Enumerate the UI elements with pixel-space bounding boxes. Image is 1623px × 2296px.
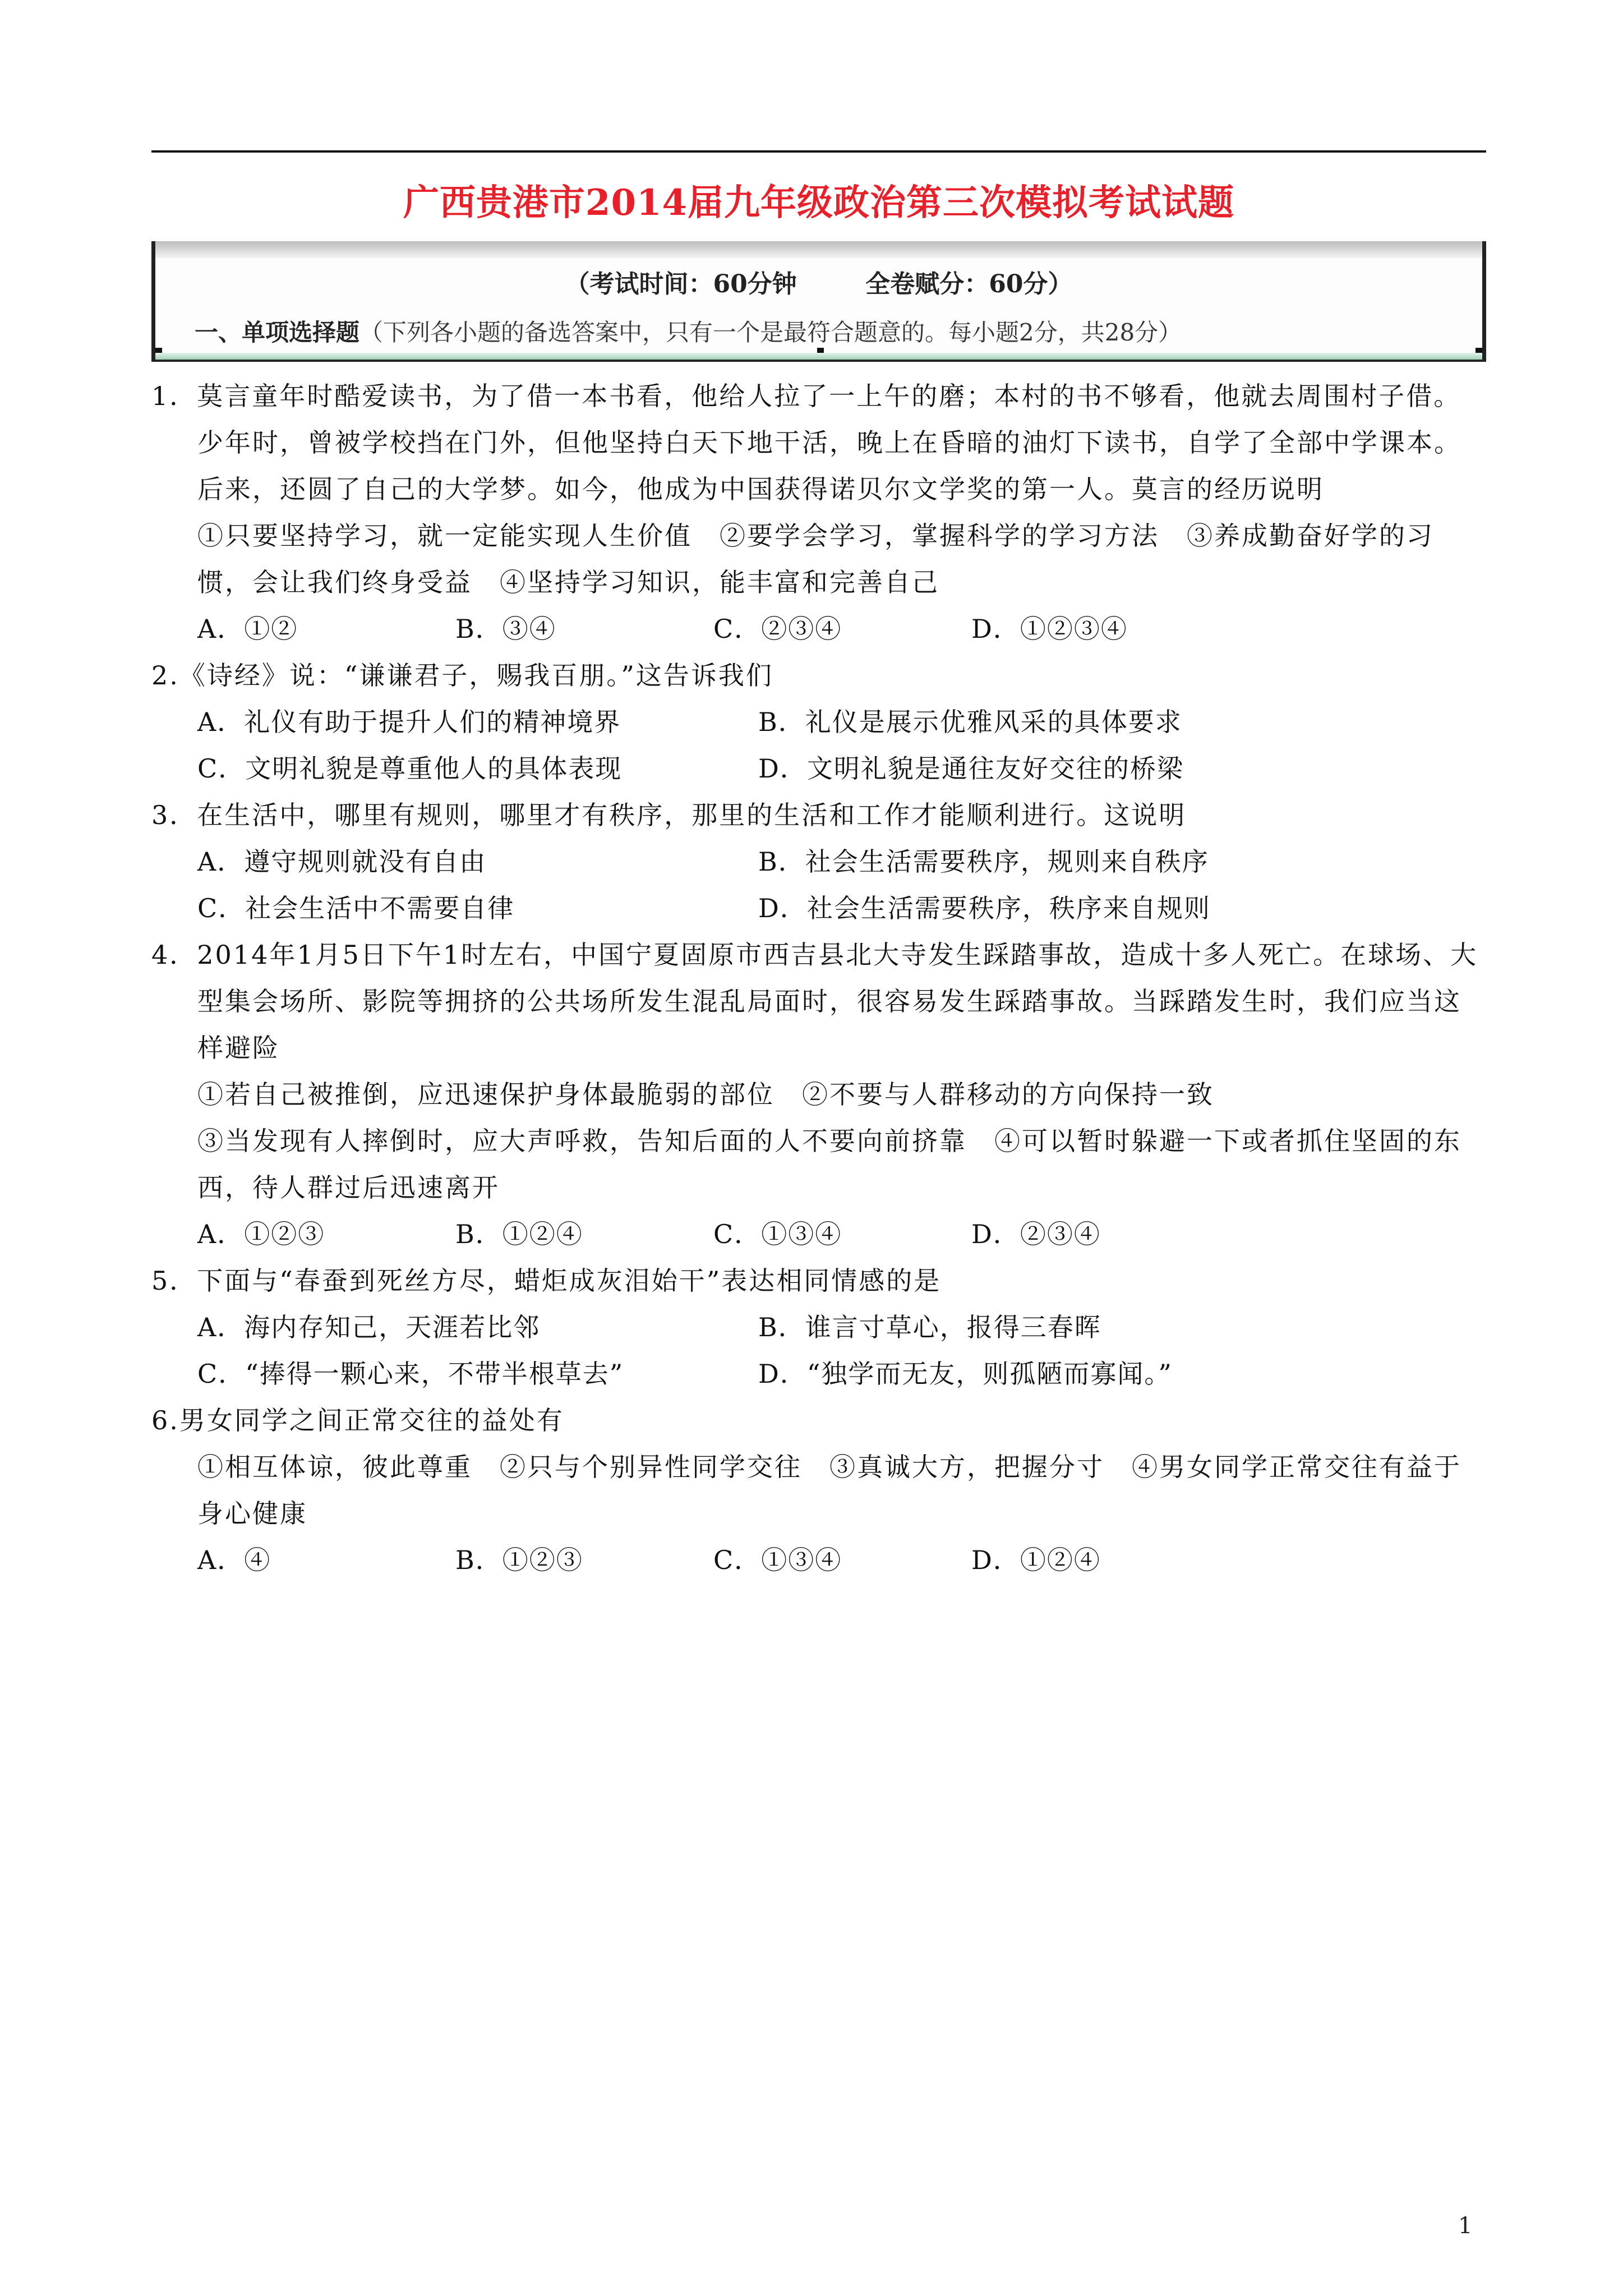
question-statement: ①相互体谅，彼此尊重 ②只与个别异性同学交往 ③真诚大方，把握分寸 ④男女同学正常交往有益于身心健康 (197, 1452, 1461, 1529)
exam-banner (151, 241, 1486, 362)
option-row (151, 606, 1486, 652)
question-stem: 2.《诗经》说：“谦谦君子，赐我百朋。”这告诉我们 (151, 660, 773, 691)
answer-option: B．①②③ (455, 1545, 583, 1575)
answer-option: D．②③④ (971, 1219, 1101, 1249)
answer-option: C．文明礼貌是尊重他人的具体表现 (197, 753, 623, 784)
banner-corner-mark (1476, 348, 1482, 355)
banner-corner-mark (155, 348, 162, 355)
question-block (151, 932, 1486, 1258)
answer-option: A．遵守规则就没有自由 (197, 846, 487, 877)
question-statement: ③当发现有人摔倒时，应大声呼救，告知后面的人不要向前挤靠 ④可以暂时躲避一下或者抓住坚固的东西，待人群过后迅速离开 (197, 1126, 1461, 1203)
option-row (151, 885, 1486, 932)
question-block (151, 652, 1486, 792)
answer-option: A．④ (197, 1545, 271, 1575)
answer-option: B．③④ (455, 614, 556, 644)
answer-option: A．①②③ (197, 1219, 325, 1249)
answer-option: C．①③④ (713, 1219, 842, 1249)
option-row (151, 1351, 1486, 1397)
question-stem: 5．下面与“春蚕到死丝方尽，蜡炬成灰泪始干”表达相同情感的是 (151, 1266, 942, 1296)
document-title: 广西贵港市2014届九年级政治第三次模拟考试试题 (403, 182, 1235, 224)
question-block (151, 792, 1486, 932)
option-row (151, 1304, 1486, 1351)
answer-option: B．社会生活需要秩序，规则来自秩序 (758, 846, 1209, 877)
section-heading (195, 314, 1182, 348)
answer-option: D．①②③④ (971, 614, 1128, 644)
answer-option: D．①②④ (971, 1545, 1101, 1575)
question-block (151, 373, 1486, 652)
question-list (151, 373, 1486, 1584)
option-row (151, 839, 1486, 885)
question-stem: 4．2014年1月5日下午1时左右，中国宁夏固原市西吉县北大寺发生踩踏事故，造成十多人死亡。在球场、大型集会场所、影院等拥挤的公共场所发生混乱局面时，很容易发生踩踏事故。当踩踏发生时，我们应当这样避险 (151, 940, 1478, 1063)
answer-option: A．礼仪有助于提升人们的精神境界 (197, 707, 621, 737)
answer-option: D．文明礼貌是通往友好交往的桥梁 (758, 753, 1184, 784)
exam-info: （考试时间：60分钟 全卷赋分：60分） (565, 270, 1073, 298)
question-statement: ①只要坚持学习，就一定能实现人生价值 ②要学会学习，掌握科学的学习方法 ③养成勤奋好学的习惯，会让我们终身受益 ④坚持学习知识，能丰富和完善自己 (197, 521, 1434, 597)
question-statement: ①若自己被推倒，应迅速保护身体最脆弱的部位 ②不要与人群移动的方向保持一致 (197, 1079, 1214, 1110)
page-number: 1 (1458, 2213, 1473, 2239)
option-row (151, 699, 1486, 746)
answer-option: A．海内存知己，天涯若比邻 (197, 1312, 541, 1342)
answer-option: A．①② (197, 614, 298, 644)
question-stem: 6.男女同学之间正常交往的益处有 (151, 1405, 564, 1435)
answer-option: C．①③④ (713, 1545, 842, 1575)
answer-option: C．②③④ (713, 614, 842, 644)
banner-center-mark (817, 348, 824, 355)
option-row (151, 1537, 1486, 1584)
answer-option: B．礼仪是展示优雅风采的具体要求 (758, 707, 1182, 737)
answer-option: D．“独学而无友，则孤陋而寡闻。” (758, 1359, 1173, 1389)
section-title: 一、单项选择题 (195, 319, 360, 346)
answer-option: B．谁言寸草心，报得三春晖 (758, 1312, 1101, 1342)
answer-option: B．①②④ (455, 1219, 583, 1249)
option-row (151, 746, 1486, 792)
option-row (151, 1211, 1486, 1258)
question-block (151, 1397, 1486, 1584)
question-stem: 1．莫言童年时酷爱读书，为了借一本书看，他给人拉了一上午的磨；本村的书不够看，他就去周围村子借。少年时，曾被学校挡在门外，但他坚持白天下地干活，晚上在昏暗的油灯下读书，自学了全部中学课本。后来，还圆了自己的大学梦。如今，他成为中国获得诺贝尔文学奖的第一人。莫言的经历说明 (151, 381, 1461, 504)
header-rule (151, 150, 1486, 153)
question-stem: 3．在生活中，哪里有规则，哪里才有秩序，那里的生活和工作才能顺利进行。这说明 (151, 800, 1187, 830)
answer-option: D．社会生活需要秩序，秩序来自规则 (758, 893, 1211, 923)
question-block (151, 1258, 1486, 1397)
answer-option: C．社会生活中不需要自律 (197, 893, 515, 923)
answer-option: C．“捧得一颗心来，不带半根草去” (197, 1359, 624, 1389)
section-note: （下列各小题的备选答案中，只有一个是最符合题意的。每小题2分，共28分） (359, 319, 1182, 346)
